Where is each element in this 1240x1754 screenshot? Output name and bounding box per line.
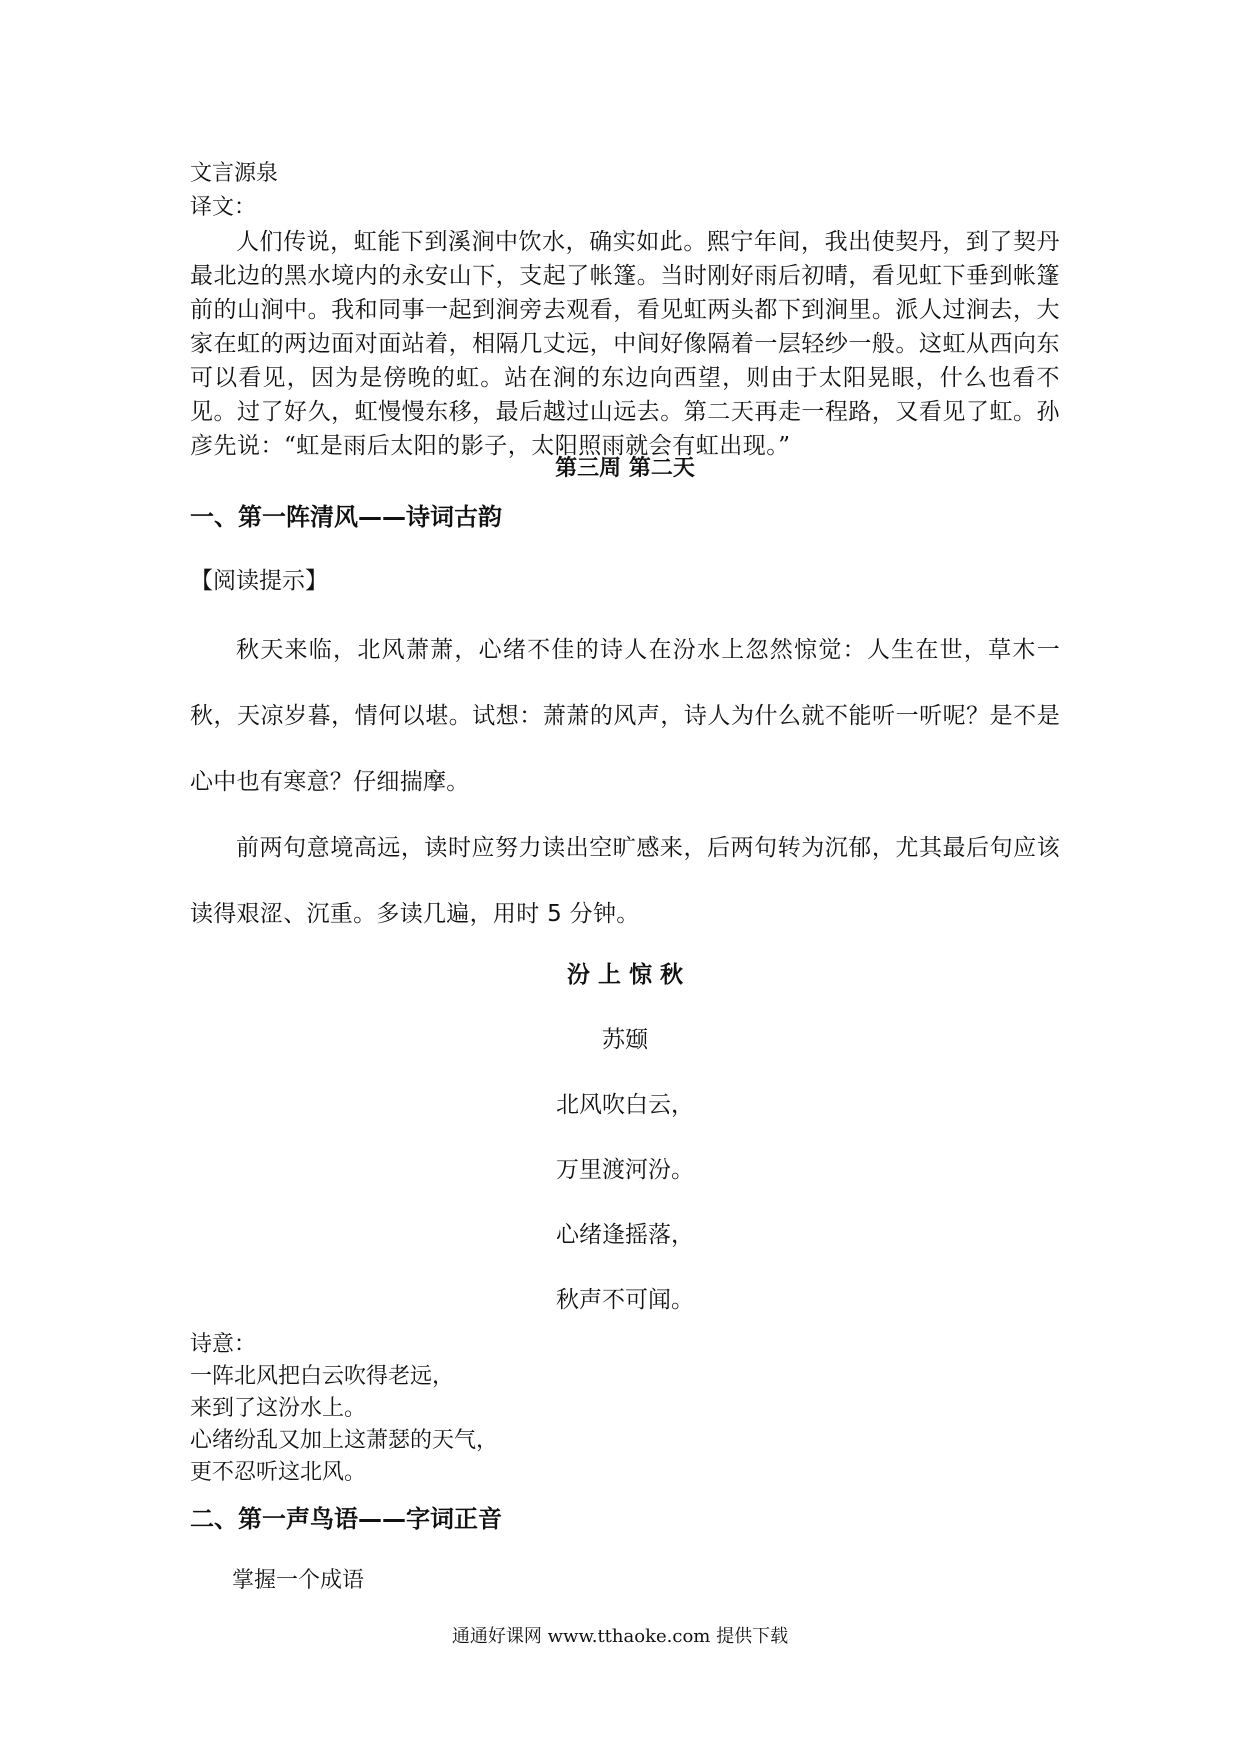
meaning-label: 诗意： [190, 1332, 257, 1357]
poem-line: 心绪逢摇落， [556, 1222, 694, 1248]
translation-paragraph: 人们传说，虹能下到溪涧中饮水，确实如此。熙宁年间，我出使契丹，到了契丹最北边的黑水境内的永安山下，支起了帐篷。当时刚好雨后初晴，看见虹下垂到帐篷前的山涧中。我和同事一起到涧旁去观看，看见虹两头都下到涧里。派人过涧去，大家在虹的两边面对面站着，相隔几丈远，中间好像隔着一层轻纱一般。这虹从西向东可以看见，因为是傍晚的虹。站在涧的东边向西望，则由于太阳晃眼，什么也看不见。过了好久，虹慢慢东移，最后越过山远去。第二天再走一程路，又看见了虹。孙彦先说：“虹是雨后太阳的影子，太阳照雨就会有虹出现。” [190, 229, 1060, 459]
poem-author: 苏颋 [602, 1027, 648, 1053]
reading-hint-paragraph-1: 秋天来临，北风萧萧，心绪不佳的诗人在汾水上忽然惊觉：人生在世，草木一秋，天凉岁暮，情何以堪。试想：萧萧的风声，诗人为什么就不能听一听呢？是不是心中也有寒意？仔细揣摩。 [190, 637, 1060, 795]
meaning-line: 更不忍听这北风。 [190, 1460, 367, 1485]
meaning-line: 心绪纷乱又加上这萧瑟的天气， [190, 1428, 499, 1453]
section-one-heading: 一、第一阵清风——诗词古韵 [190, 503, 502, 531]
footer-download-note: 通通好课网 www.tthaoke.com 提供下载 [451, 1626, 789, 1647]
poem-line: 万里渡河汾。 [556, 1157, 694, 1183]
meaning-line: 一阵北风把白云吹得老远， [190, 1364, 455, 1389]
poem-title: 汾 上 惊 秋 [566, 962, 684, 988]
section-two-heading: 二、第一声鸟语——字词正音 [190, 1505, 502, 1533]
poem-line: 北风吹白云， [556, 1092, 694, 1118]
reading-hint-paragraph-2: 前两句意境高远，读时应努力读出空旷感来，后两句转为沉郁，尤其最后句应该读得艰涩、沉重。多读几遍，用时 5 分钟。 [190, 835, 1060, 927]
meaning-line: 来到了这汾水上。 [190, 1396, 367, 1421]
reading-hint-label: 【阅读提示】 [190, 568, 328, 594]
translation-label: 译文： [190, 195, 257, 220]
day-heading: 第三周 第二天 [555, 456, 695, 481]
source-title: 文言源泉 [190, 161, 279, 186]
section-two-subtext: 掌握一个成语 [232, 1568, 365, 1593]
poem-line: 秋声不可闻。 [556, 1287, 694, 1313]
